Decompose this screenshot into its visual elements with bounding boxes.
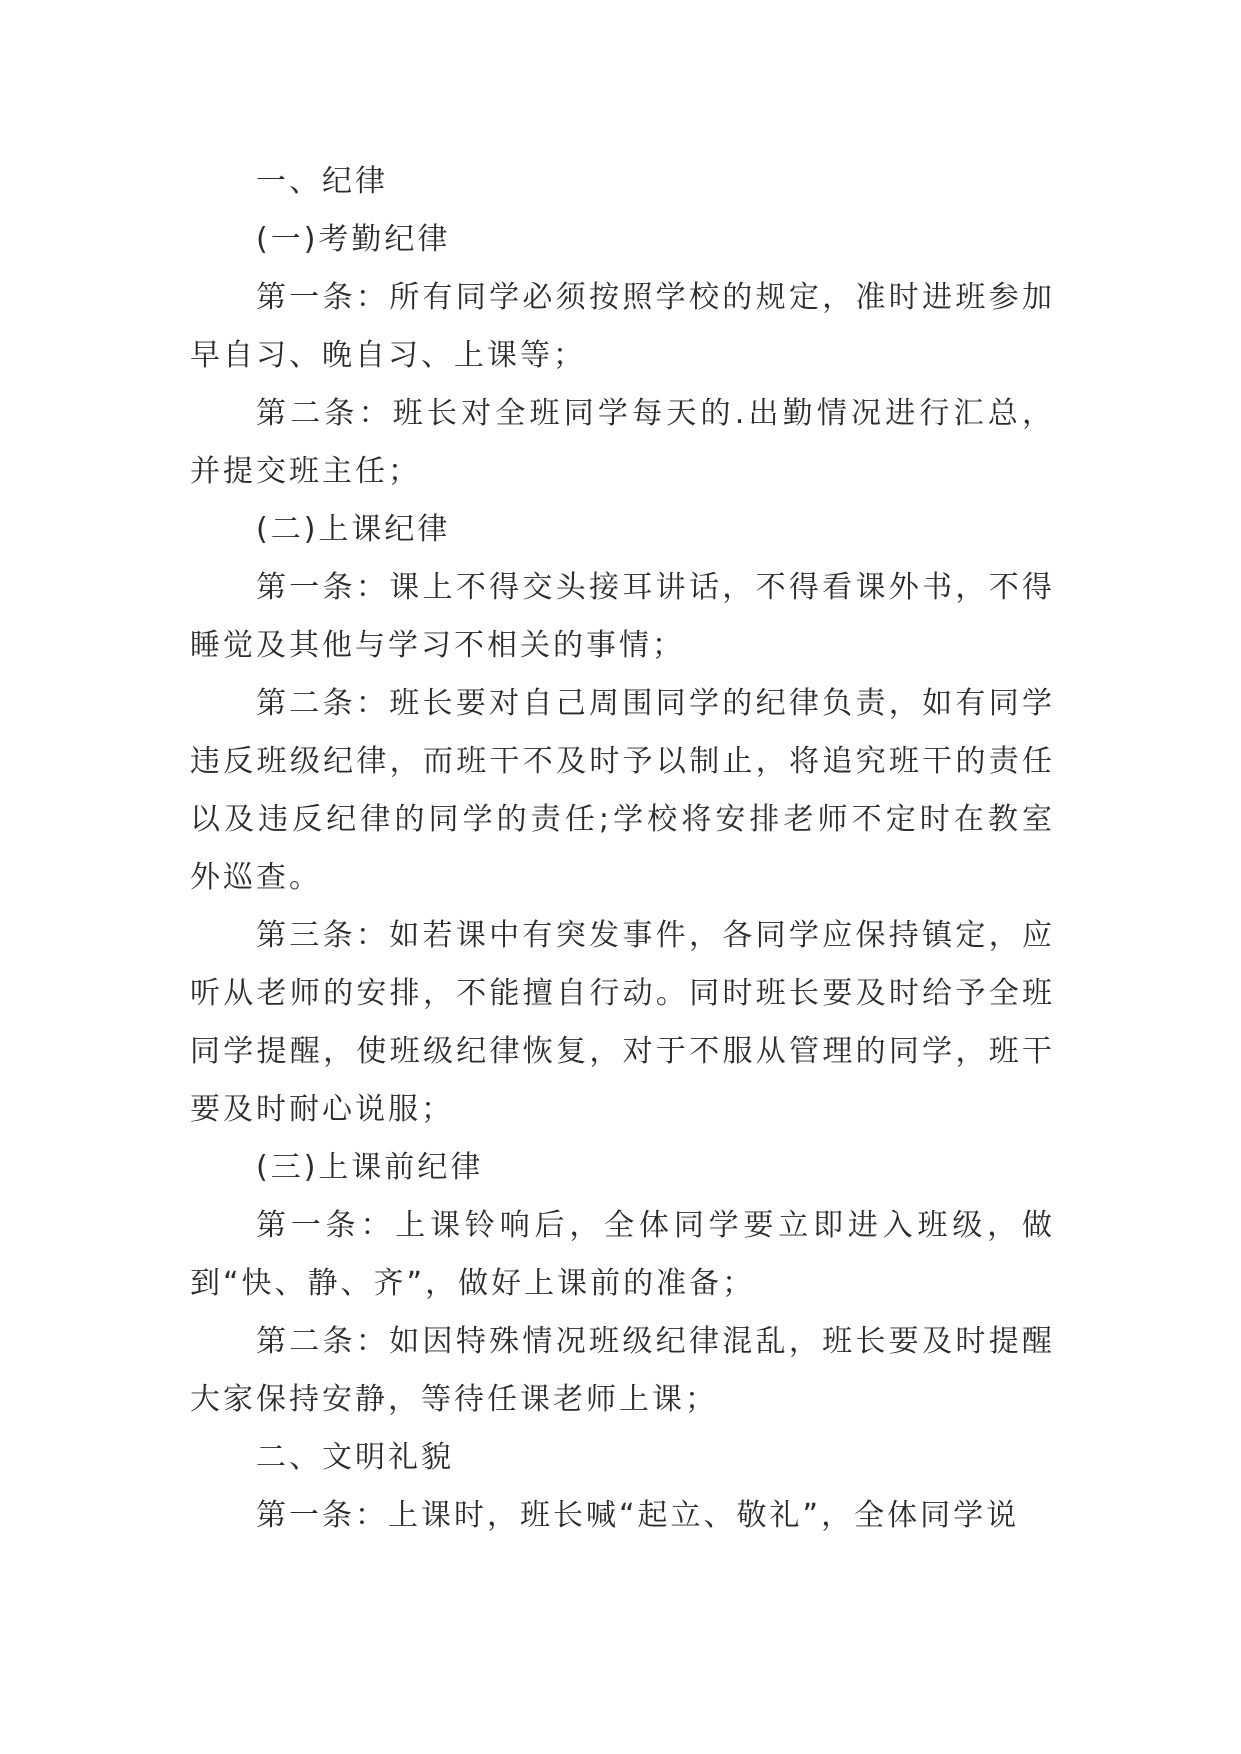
attendance-article-2: 第二条：班长对全班同学每天的.出勤情况进行汇总，并提交班主任； — [190, 396, 1055, 489]
document-body — [190, 153, 1055, 1545]
pre-class-article-2: 第二条：如因特殊情况班级纪律混乱，班长要及时提醒大家保持安静，等待任课老师上课； — [190, 1324, 1055, 1417]
section-heading-discipline: 一、纪律 — [256, 164, 388, 199]
class-article-2: 第二条：班长要对自己周围同学的纪律负责，如有同学违反班级纪律，而班干不及时予以制止，将追究班干的责任以及违反纪律的同学的责任;学校将安排老师不定时在教室外巡查。 — [190, 686, 1055, 895]
class-article-3: 第三条：如若课中有突发事件，各同学应保持镇定，应听从老师的安排，不能擅自行动。同时班长要及时给予全班同学提醒，使班级纪律恢复，对于不服从管理的同学，班干要及时耐心说服； — [190, 918, 1055, 1127]
attendance-article-1: 第一条：所有同学必须按照学校的规定，准时进班参加早自习、晚自习、上课等； — [190, 280, 1055, 373]
subsection-heading-pre-class: (三)上课前纪律 — [256, 1150, 484, 1185]
subsection-heading-attendance: (一)考勤纪律 — [256, 222, 451, 257]
section-heading-courtesy: 二、文明礼貌 — [256, 1440, 454, 1475]
courtesy-article-1: 第一条：上课时，班长喊“起立、敬礼”，全体同学说 — [256, 1498, 1020, 1533]
pre-class-article-1: 第一条：上课铃响后，全体同学要立即进入班级，做到“快、静、齐”，做好上课前的准备； — [190, 1208, 1055, 1301]
class-article-1: 第一条：课上不得交头接耳讲话，不得看课外书，不得睡觉及其他与学习不相关的事情； — [190, 570, 1055, 663]
subsection-heading-class-discipline: (二)上课纪律 — [256, 512, 451, 547]
